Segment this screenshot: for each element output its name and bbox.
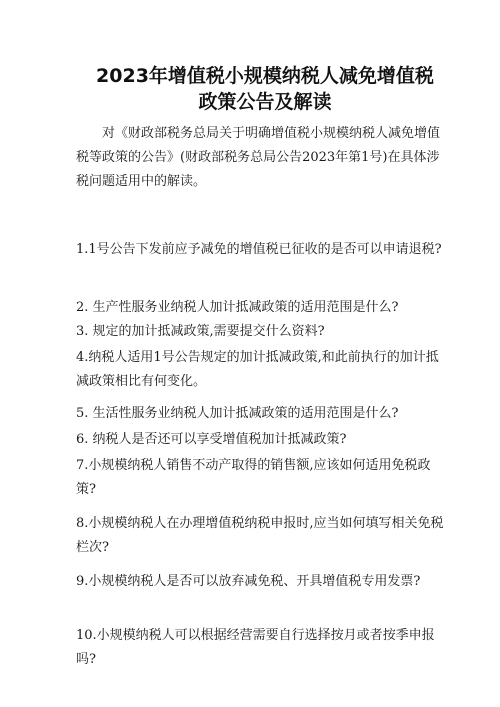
question-item: 3. 规定的加计抵减政策,需要提交什么资料? [76,324,325,339]
intro-paragraph: 对《财政部税务总局关于明确增值税小规模纳税人减免增值税等政策的公告》(财政部税务总局公告2023年第1号)在具体涉税问题适用中的解读。 [76,126,441,189]
question-item: 9.小规模纳税人是否可以放弃减免税、开具增值税专用发票? [76,574,421,589]
question-item: 7.小规模纳税人销售不动产取得的销售额,应该如何适用免税政策? [76,458,431,497]
question-item: 8.小规模纳税人在办理增值税纳税申报时,应当如何填写相关免税栏次? [76,516,444,555]
question-item: 6. 纳税人是否还可以享受增值税加计抵减政策? [76,432,347,447]
question-item: 4.纳税人适用1号公告规定的加计抵减政策,和此前执行的加计抵减政策相比有何变化。 [76,350,439,389]
question-item: 5. 生活性服务业纳税人加计抵减政策的适用范围是什么? [76,406,399,421]
question-item: 10.小规模纳税人可以根据经营需要自行选择按月或者按季申报吗? [76,628,435,667]
question-item: 1.1号公告下发前应予减免的增值税已征收的是否可以申请退税? [76,242,442,257]
document-title: 2023年增值税小规模纳税人减免增值税政策公告及解读 [96,65,434,113]
question-item: 2. 生产性服务业纳税人加计抵减政策的适用范围是什么? [76,300,399,315]
